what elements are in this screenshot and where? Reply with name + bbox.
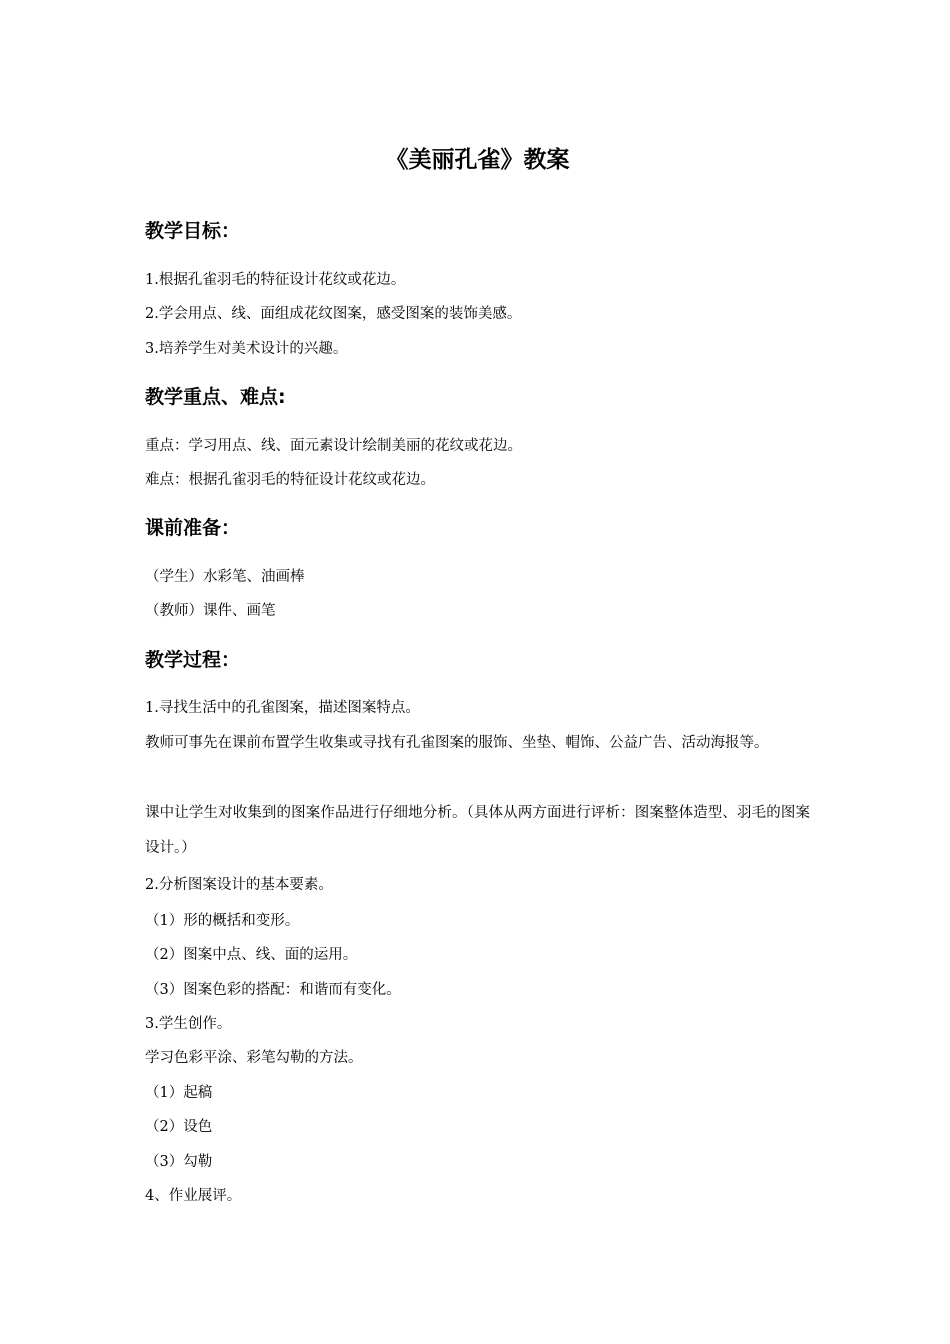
process-step-2-title: 2.分析图案设计的基本要素。 xyxy=(145,877,333,893)
document-title: 《美丽孔雀》教案 xyxy=(385,147,570,173)
objectives-heading: 教学目标： xyxy=(145,220,241,242)
key-point-item: 重点：学习用点、线、面元素设计绘制美丽的花纹或花边。 xyxy=(145,438,522,454)
objective-item-2: 2.学会用点、线、面组成花纹图案，感受图案的装饰美感。 xyxy=(145,306,522,322)
process-step-2-item-1: （1）形的概括和变形。 xyxy=(145,913,300,929)
process-step-1-title: 1.寻找生活中的孔雀图案，描述图案特点。 xyxy=(145,700,420,716)
process-heading: 教学过程： xyxy=(145,649,241,671)
process-step-4-title: 4、作业展评。 xyxy=(145,1188,242,1204)
process-step-1-paragraph-1: 教师可事先在课前布置学生收集或寻找有孔雀图案的服饰、坐垫、帽饰、公益广告、活动海报等。 xyxy=(145,735,769,751)
process-step-3-item-3: （3）勾勒 xyxy=(145,1154,213,1170)
preparation-item-teacher: （教师）课件、画笔 xyxy=(145,603,276,619)
objective-item-3: 3.培养学生对美术设计的兴趣。 xyxy=(145,341,348,357)
objective-item-1: 1.根据孔雀羽毛的特征设计花纹或花边。 xyxy=(145,272,406,288)
key-points-heading: 教学重点、难点: xyxy=(145,386,286,408)
process-step-3-item-1: （1）起稿 xyxy=(145,1085,213,1101)
preparation-heading: 课前准备： xyxy=(145,517,241,539)
preparation-item-students: （学生）水彩笔、油画棒 xyxy=(145,569,305,585)
process-step-3-intro: 学习色彩平涂、彩笔勾勒的方法。 xyxy=(145,1050,363,1066)
process-step-2-item-3: （3）图案色彩的搭配：和谐而有变化。 xyxy=(145,982,401,998)
process-step-2-item-2: （2）图案中点、线、面的运用。 xyxy=(145,947,358,963)
process-step-3-title: 3.学生创作。 xyxy=(145,1016,232,1032)
process-step-3-item-2: （2）设色 xyxy=(145,1119,213,1135)
difficulty-item: 难点：根据孔雀羽毛的特征设计花纹或花边。 xyxy=(145,472,435,488)
process-step-1-paragraph-2: 课中让学生对收集到的图案作品进行仔细地分析。（具体从两方面进行评析：图案整体造型、羽毛的图案设计。） xyxy=(145,805,810,856)
